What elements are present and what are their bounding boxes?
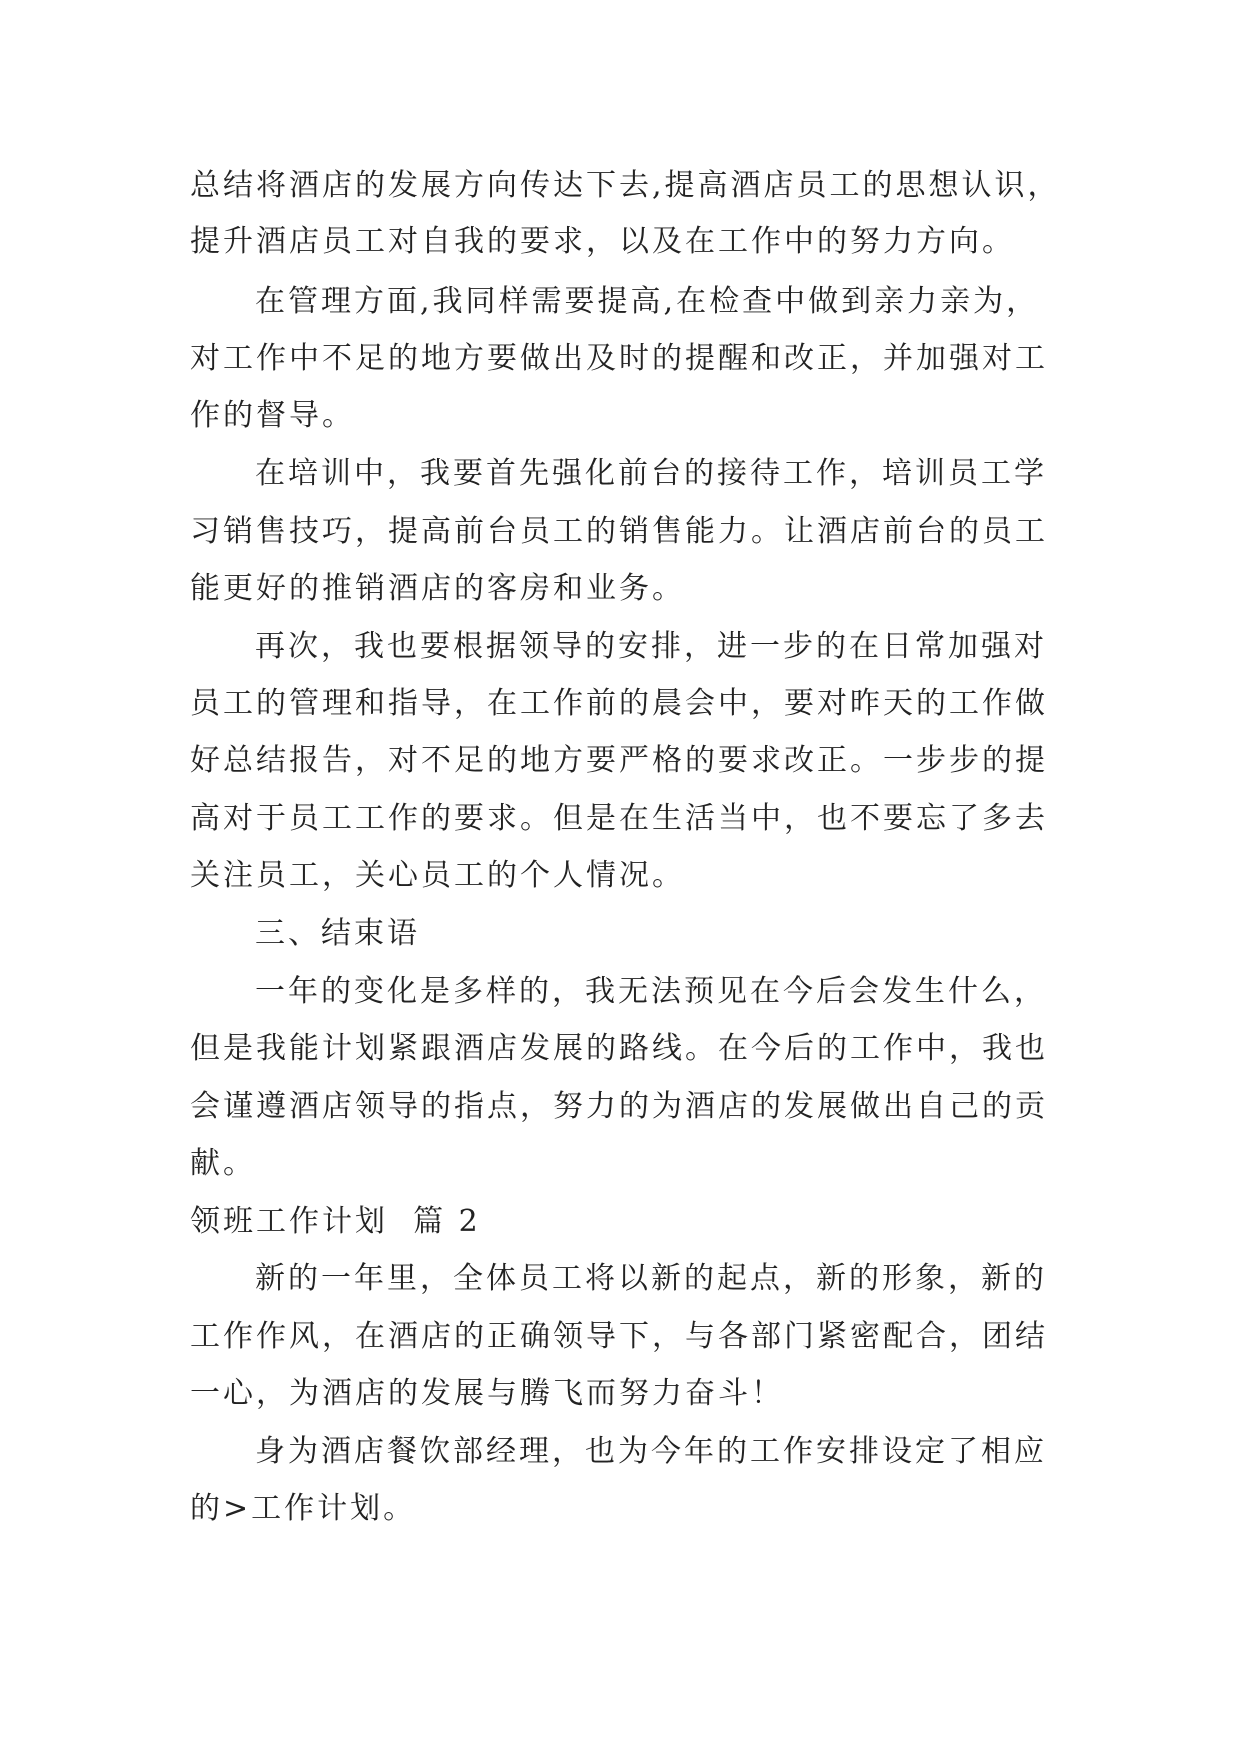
paragraph-line: 习销售技巧，提高前台员工的销售能力。让酒店前台的员工 xyxy=(190,514,1048,549)
paragraph-line: 好总结报告，对不足的地方要严格的要求改正。一步步的提 xyxy=(190,743,1048,778)
paragraph-line: 在培训中，我要首先强化前台的接待工作，培训员工学 xyxy=(255,456,1047,491)
paragraph-line: 员工的管理和指导，在工作前的晨会中，要对昨天的工作做 xyxy=(190,686,1048,721)
paragraph-line: 工作作风，在酒店的正确领导下，与各部门紧密配合，团结 xyxy=(190,1319,1048,1354)
paragraph-line: 的>工作计划。 xyxy=(190,1491,417,1526)
paragraph-line: 能更好的推销酒店的客房和业务。 xyxy=(190,571,685,606)
paragraph-line: 身为酒店餐饮部经理，也为今年的工作安排设定了相应 xyxy=(255,1434,1047,1469)
paragraph-line: 在管理方面,我同样需要提高,在检查中做到亲力亲为， xyxy=(255,284,1040,319)
paragraph-line: 一年的变化是多样的，我无法预见在今后会发生什么， xyxy=(255,974,1047,1009)
paragraph-line: 对工作中不足的地方要做出及时的提醒和改正，并加强对工 xyxy=(190,341,1048,376)
paragraph-line: 献。 xyxy=(190,1146,256,1181)
paragraph-line: 总结将酒店的发展方向传达下去,提高酒店员工的思想认识， xyxy=(190,168,1061,203)
paragraph-line: 提升酒店员工对自我的要求，以及在工作中的努力方向。 xyxy=(190,224,1015,259)
paragraph-line: 高对于员工工作的要求。但是在生活当中，也不要忘了多去 xyxy=(190,801,1048,836)
paragraph-line: 新的一年里，全体员工将以新的起点，新的形象，新的 xyxy=(255,1261,1047,1296)
section-heading: 三、结束语 xyxy=(255,916,420,951)
paragraph-line: 关注员工，关心员工的个人情况。 xyxy=(190,858,685,893)
paragraph-line: 会谨遵酒店领导的指点，努力的为酒店的发展做出自己的贡 xyxy=(190,1089,1048,1124)
paragraph-line: 再次，我也要根据领导的安排，进一步的在日常加强对 xyxy=(255,629,1047,664)
paragraph-line: 作的督导。 xyxy=(190,398,355,433)
paragraph-line: 一心，为酒店的发展与腾飞而努力奋斗！ xyxy=(190,1376,784,1411)
document-title: 领班工作计划 篇 2 xyxy=(190,1204,481,1239)
paragraph-line: 但是我能计划紧跟酒店发展的路线。在今后的工作中，我也 xyxy=(190,1031,1048,1066)
